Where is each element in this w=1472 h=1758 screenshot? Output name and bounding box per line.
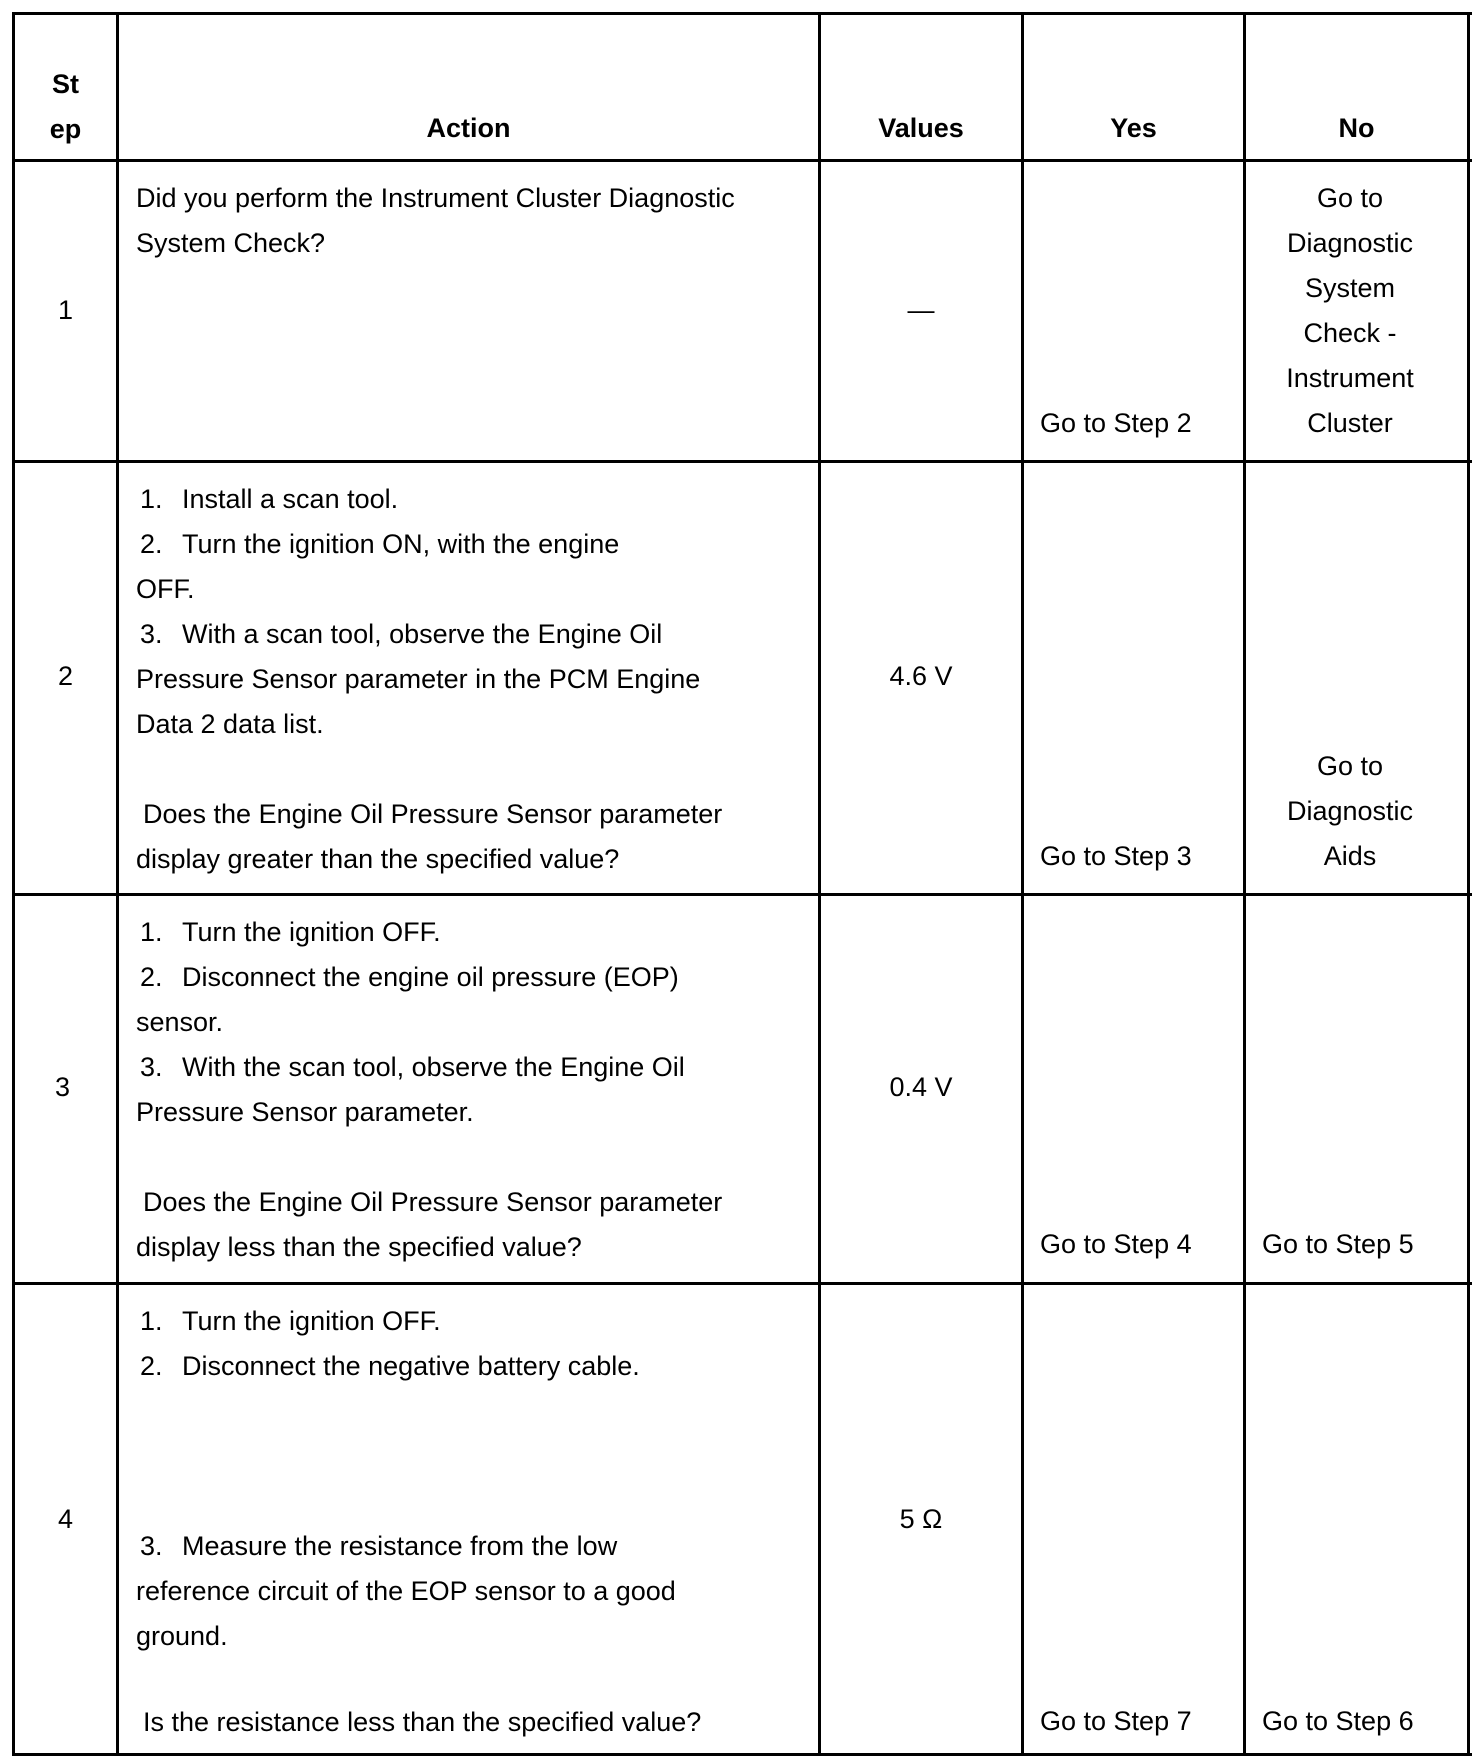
row4-question: Is the resistance less than the specified value? [143, 1707, 702, 1737]
row3-action-step1 [136, 910, 722, 955]
list-number: 2. [140, 1351, 163, 1381]
table-border-bottom [12, 1753, 1472, 1756]
row4-no: Go to Step 6 [1262, 1706, 1414, 1736]
row2-no-line: Diagnostic [1286, 796, 1414, 826]
list-text: Turn the ignition ON, with the engine [182, 529, 620, 559]
list-text: sensor. [136, 1007, 224, 1037]
row1-no-line: Go to [1316, 183, 1384, 213]
table-border-right [1467, 12, 1470, 1756]
list-text: Pressure Sensor parameter. [136, 1097, 474, 1127]
row2-no-line: Aids [1323, 841, 1377, 871]
row1-no-line: System [1304, 273, 1396, 303]
row-divider [12, 1282, 1472, 1285]
row3-question: Does the Engine Oil Pressure Sensor parameter [143, 1187, 723, 1217]
row4-step: 4 [57, 1504, 74, 1534]
list-text: Turn the ignition OFF. [182, 917, 441, 947]
row3-yes: Go to Step 4 [1040, 1229, 1192, 1259]
row1-action [136, 176, 735, 266]
header-no: No [1338, 113, 1375, 143]
row3-value: 0.4 V [889, 1072, 953, 1102]
row2-value: 4.6 V [889, 661, 953, 691]
list-text: reference circuit of the EOP sensor to a good [136, 1576, 676, 1606]
list-text: Data 2 data list. [136, 709, 324, 739]
row2-step: 2 [57, 661, 74, 691]
spacer [136, 1389, 701, 1524]
list-text: Measure the resistance from the low [182, 1531, 618, 1561]
row2-action [136, 477, 722, 882]
row4-action-step1 [136, 1299, 701, 1344]
row4-action-step3 [136, 1524, 701, 1569]
spacer [136, 747, 722, 792]
header-divider [12, 159, 1472, 162]
row1-no-line: Diagnostic [1286, 228, 1414, 258]
row3-action [136, 910, 722, 1270]
list-number: 3. [140, 1052, 163, 1082]
list-text: Turn the ignition OFF. [182, 1306, 441, 1336]
row-divider [12, 460, 1472, 463]
column-divider [116, 12, 119, 1756]
list-number: 1. [140, 1306, 163, 1336]
column-divider [1021, 12, 1024, 1756]
row2-action-step1 [136, 477, 722, 522]
row1-yes: Go to Step 2 [1040, 408, 1192, 438]
list-number: 3. [140, 1531, 163, 1561]
row2-action-step2 [136, 522, 722, 567]
list-text: ground. [136, 1621, 228, 1651]
row1-value: — [907, 295, 935, 325]
list-text: Disconnect the engine oil pressure (EOP) [182, 962, 679, 992]
list-text: With a scan tool, observe the Engine Oil [182, 619, 663, 649]
header-values: Values [878, 113, 964, 143]
spacer [136, 1659, 701, 1700]
row4-yes: Go to Step 7 [1040, 1706, 1192, 1736]
row1-no [1246, 176, 1454, 446]
list-number: 1. [140, 917, 163, 947]
row3-action-step2 [136, 955, 722, 1000]
row2-no [1246, 744, 1454, 879]
header-action: Action [426, 113, 511, 143]
header-step [15, 62, 116, 152]
row2-question: display greater than the specified value? [136, 844, 620, 874]
list-text: Install a scan tool. [182, 484, 399, 514]
row2-question: Does the Engine Oil Pressure Sensor parameter [143, 799, 723, 829]
row2-action-step3 [136, 612, 722, 657]
row4-action-step2 [136, 1344, 701, 1389]
list-number: 3. [140, 619, 163, 649]
list-text: Disconnect the negative battery cable. [182, 1351, 640, 1381]
list-number: 2. [140, 962, 163, 992]
spacer [136, 1135, 722, 1180]
row3-action-step3 [136, 1045, 722, 1090]
row4-action [136, 1299, 701, 1745]
row1-action-line: Did you perform the Instrument Cluster Diagnostic [136, 183, 735, 213]
header-step-line2: ep [49, 114, 82, 144]
row2-no-line: Go to [1316, 751, 1384, 781]
row-divider [12, 893, 1472, 896]
row1-no-line: Cluster [1307, 408, 1393, 438]
table-border-top [12, 12, 1472, 15]
row3-step: 3 [54, 1072, 71, 1102]
row1-action-line: System Check? [136, 228, 326, 258]
row1-step: 1 [57, 295, 74, 325]
row1-no-line: Instrument [1286, 363, 1414, 393]
row3-question: display less than the specified value? [136, 1232, 582, 1262]
list-text: Pressure Sensor parameter in the PCM Engine [136, 664, 701, 694]
list-text: OFF. [136, 574, 195, 604]
header-step-line1: St [52, 69, 79, 99]
list-number: 2. [140, 529, 163, 559]
table-border-left [12, 12, 15, 1756]
row3-no: Go to Step 5 [1262, 1229, 1414, 1259]
header-yes: Yes [1110, 113, 1157, 143]
list-text: With the scan tool, observe the Engine Oil [182, 1052, 685, 1082]
row2-yes: Go to Step 3 [1040, 841, 1192, 871]
row1-no-line: Check - [1303, 318, 1397, 348]
row4-value: 5 Ω [899, 1504, 943, 1534]
column-divider [818, 12, 821, 1756]
list-number: 1. [140, 484, 163, 514]
